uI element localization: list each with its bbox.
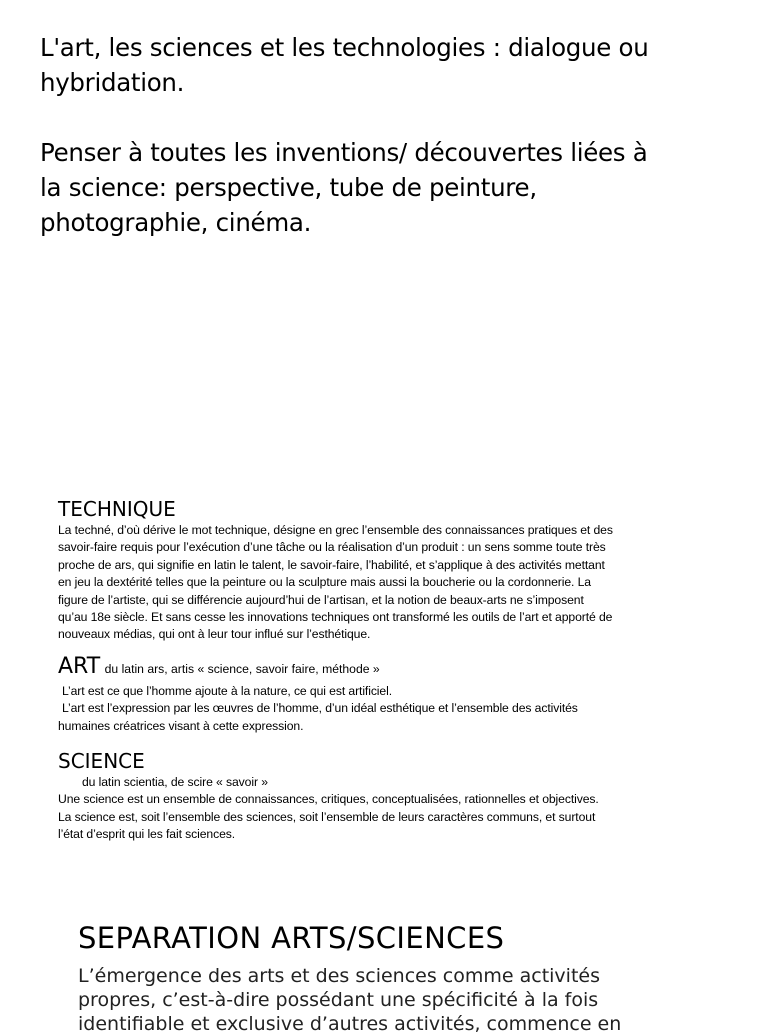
slide-3-body-line-3: identifiable et exclusive d’autres activités, commence en — [78, 1013, 622, 1035]
science-paragraph — [58, 774, 698, 844]
art-line: L’art est ce que l’homme ajoute à la nature, ce qui est artificiel. — [62, 684, 392, 698]
slide-3-body-line-1: L’émergence des arts et des sciences comme activités — [78, 965, 600, 987]
art-line: humaines créatrices visant à cette expression. — [58, 718, 304, 733]
slide-1-body — [40, 135, 730, 240]
slide-3-title: SEPARATION ARTS/SCIENCES — [78, 921, 505, 955]
science-line: La science est, soit l’ensemble des sciences, soit l’ensemble de leurs caractères communs, et surtout — [58, 809, 596, 824]
technique-line: qu’au 18e siècle. Et sans cesse les innovations techniques ont transformé les outils de l’art et apporté de — [58, 610, 613, 625]
technique-line: en jeu la dextérité telles que la peinture ou la sculpture mais aussi la boucherie ou la cordonnerie. La — [58, 575, 591, 590]
technique-line: savoir-faire requis pour l’exécution d’une tâche ou la réalisation d’un produit : un sens somme toute très — [58, 540, 606, 555]
slide-1-title-line-1: L'art, les sciences et les technologies : dialogue ou — [40, 33, 649, 62]
technique-line: figure de l’artiste, qui se différencie aujourd’hui de l’artisan, et la notion de beaux-arts ne s’imposent — [58, 592, 584, 607]
technique-line: La techné, d’où dérive le mot technique, désigne en grec l’ensemble des connaissances pratiques et des — [58, 523, 613, 537]
technique-paragraph — [58, 522, 698, 644]
slide-1-body-line-3: photographie, cinéma. — [40, 208, 312, 237]
art-etymology: du latin ars, artis « science, savoir faire, méthode » — [104, 662, 380, 676]
art-heading: ART — [58, 654, 101, 679]
slide-3-body — [78, 964, 718, 1036]
slide-3-body-line-2: propres, c’est-à-dire possédant une spécificité à la fois — [78, 989, 599, 1011]
slide-1 — [0, 0, 768, 470]
slide-1-title — [40, 30, 730, 100]
science-line: Une science est un ensemble de connaissances, critiques, conceptualisées, rationnelles et objectives. — [58, 792, 599, 807]
science-heading: SCIENCE — [58, 749, 145, 773]
technique-section — [58, 496, 698, 644]
science-etymology: du latin scientia, de scire « savoir » — [82, 775, 268, 789]
slide-1-body-line-1: Penser à toutes les inventions/ découvertes liées à — [40, 138, 648, 167]
slide-1-title-line-2: hybridation. — [40, 68, 185, 97]
science-section — [58, 748, 698, 844]
art-section — [58, 654, 698, 735]
slide-1-body-line-2: la science: perspective, tube de peinture, — [40, 173, 537, 202]
art-heading-line — [58, 654, 698, 683]
science-line: l’état d’esprit qui les fait sciences. — [58, 827, 236, 842]
art-line: L’art est l’expression par les œuvres de l’homme, d’un idéal esthétique et l’ensemble des activités — [62, 701, 578, 716]
technique-line: proche de ars, qui signifie en latin le talent, le savoir-faire, l’habilité, et s’applique à des activités mettant — [58, 557, 605, 572]
slide-2 — [0, 470, 768, 890]
technique-line: nouveaux médias, qui ont à leur tour influé sur l’esthétique. — [58, 627, 371, 642]
slide-3 — [0, 890, 768, 1035]
art-paragraph — [58, 683, 698, 735]
technique-heading: TECHNIQUE — [58, 497, 176, 521]
